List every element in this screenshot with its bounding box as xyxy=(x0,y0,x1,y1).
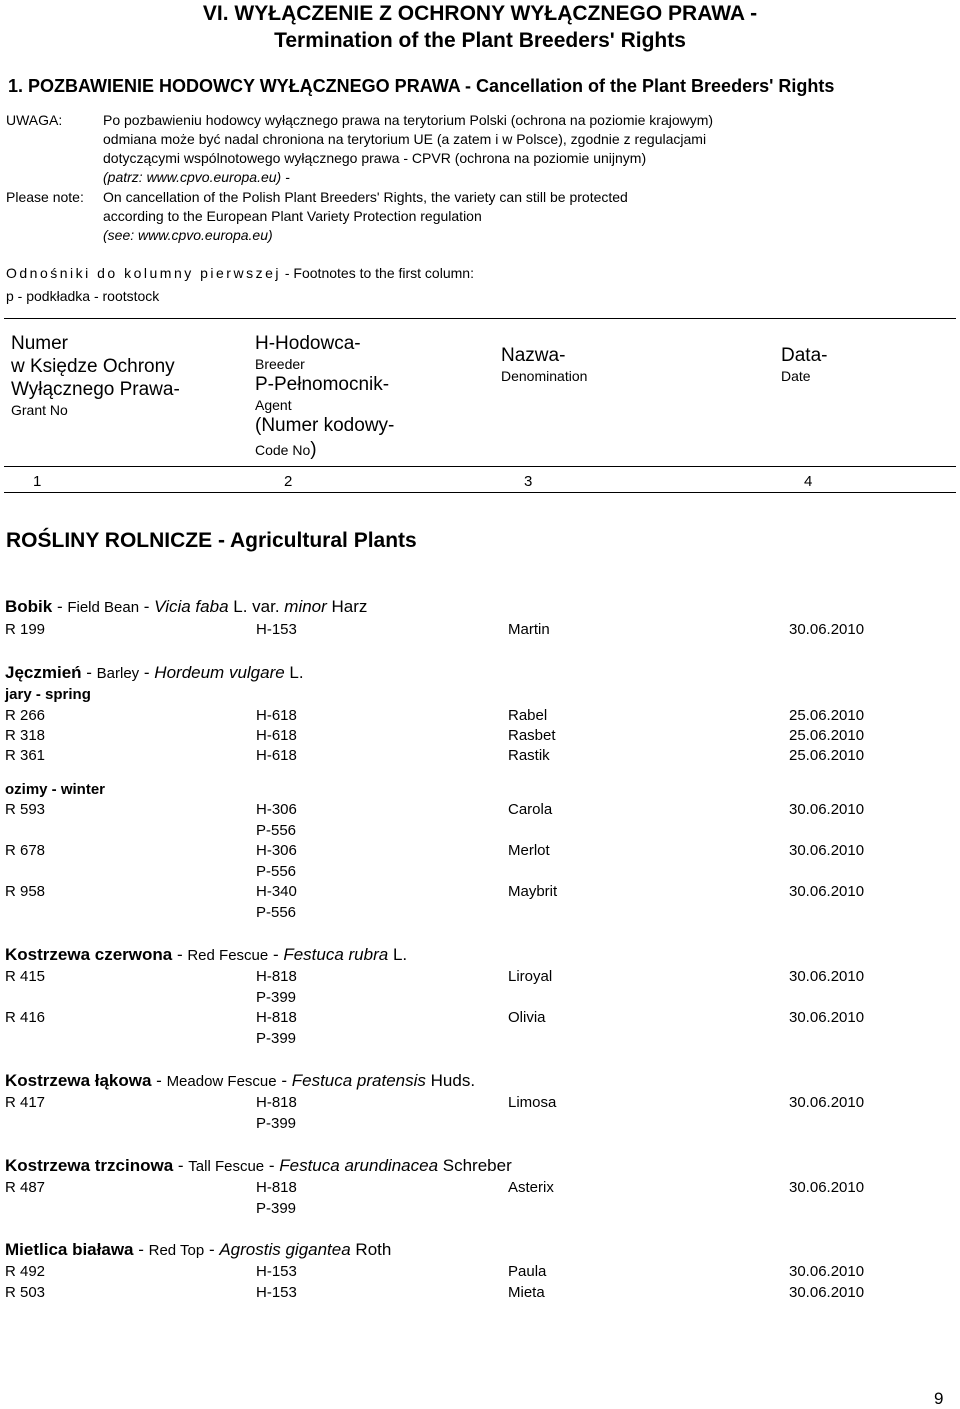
species-polish-name: Jęczmień xyxy=(5,663,82,682)
variety-name: Rabel xyxy=(508,707,548,724)
variety-name: Maybrit xyxy=(508,883,558,900)
species-latin-name: Festuca arundinacea xyxy=(279,1156,439,1175)
breeder-code: H-340 xyxy=(256,883,297,900)
date: 25.06.2010 xyxy=(789,727,865,744)
grant-number: R 318 xyxy=(5,727,46,744)
col2-close-paren: ) xyxy=(310,439,317,460)
section-heading: 1. POZBAWIENIE HODOWCY WYŁĄCZNEGO PRAWA - Cancellation of the Plant Breeders' Rights xyxy=(8,76,835,96)
breeder-code: H-153 xyxy=(256,1284,297,1301)
footnotes-rest: - Footnotes to the first column: xyxy=(280,265,474,281)
footnote-rootstock: p - podkładka - rootstock xyxy=(6,288,160,304)
page-number: 9 xyxy=(934,1389,944,1408)
breeder-code: H-618 xyxy=(256,707,297,724)
document-title-line1: VI. WYŁĄCZENIE Z OCHRONY WYŁĄCZNEGO PRAWA - xyxy=(202,2,758,25)
variety-name: Rastik xyxy=(508,747,550,764)
col2-line1: H-Hodowca- xyxy=(255,333,361,354)
uwaga-label: UWAGA: xyxy=(6,112,63,128)
grant-number: R 492 xyxy=(5,1263,46,1280)
column-2-header xyxy=(255,332,394,461)
species-latin-name: Festuca pratensis xyxy=(291,1071,426,1090)
breeder-code: H-818 xyxy=(256,1179,297,1196)
grant-number: R 266 xyxy=(5,707,46,724)
species-polish-name: Mietlica biaława xyxy=(5,1240,134,1259)
uwaga-line: dotyczącymi wspólnotowego wyłącznego prawa - CPVR (ochrona na poziomie unijnym) xyxy=(103,150,647,166)
col3-line1: Nazwa- xyxy=(501,345,566,366)
header-top-rule xyxy=(4,318,956,319)
species-english-name: Tall Fescue xyxy=(188,1158,265,1175)
species-heading: Mietlica biaława - Red Top - Agrostis gigantea Roth xyxy=(5,1240,392,1259)
group-label-spring: jary - spring xyxy=(5,686,91,703)
variety-name: Martin xyxy=(508,621,550,638)
variety-name: Carola xyxy=(508,801,553,818)
col2-sub1: Breeder xyxy=(255,356,305,372)
date: 25.06.2010 xyxy=(789,707,865,724)
breeder-code: H-306 xyxy=(256,842,297,859)
species-english-name: Field Bean xyxy=(67,599,140,616)
column-4-header xyxy=(781,344,827,384)
breeder-code: H-153 xyxy=(256,1263,297,1280)
species-heading: Kostrzewa trzcinowa - Tall Fescue - Festuca arundinacea Schreber xyxy=(5,1156,512,1175)
species-latin-name: Vicia faba xyxy=(154,597,229,616)
variety-name: Merlot xyxy=(508,842,550,859)
breeder-code: H-618 xyxy=(256,747,297,764)
column-1-header xyxy=(11,332,180,418)
breeder-code: H-153 xyxy=(256,621,297,638)
column-3-header xyxy=(501,344,587,384)
species-heading: Kostrzewa łąkowa - Meadow Fescue - Festuca pratensis Huds. xyxy=(5,1071,476,1090)
grant-number: R 593 xyxy=(5,801,46,818)
date: 30.06.2010 xyxy=(789,1263,865,1280)
grant-number: R 199 xyxy=(5,621,46,638)
agent-code: P-556 xyxy=(256,863,297,880)
variety-name: Rasbet xyxy=(508,727,556,744)
breeder-code: H-306 xyxy=(256,801,297,818)
col2-line3: (Numer kodowy- xyxy=(255,415,395,436)
grant-number: R 361 xyxy=(5,747,46,764)
agent-code: P-399 xyxy=(256,1030,297,1047)
grant-number: R 503 xyxy=(5,1284,46,1301)
species-english-name: Meadow Fescue xyxy=(166,1073,277,1090)
uwaga-line: Po pozbawieniu hodowcy wyłącznego prawa na terytorium Polski (ochrona na poziomie krajowym) xyxy=(103,112,714,128)
footnotes-prefix: Odnośniki do kolumny pierwszej xyxy=(6,265,281,281)
grant-number: R 415 xyxy=(5,968,46,985)
col2-line2: P-Pełnomocnik- xyxy=(255,374,390,395)
species-latin-name: Festuca rubra xyxy=(283,945,389,964)
col4-sub: Date xyxy=(781,368,811,384)
breeder-code: H-618 xyxy=(256,727,297,744)
please-line: (see: www.cpvo.europa.eu) xyxy=(103,227,273,243)
date: 30.06.2010 xyxy=(789,801,865,818)
species-english-name: Red Top xyxy=(148,1242,205,1259)
date: 30.06.2010 xyxy=(789,968,865,985)
species-heading: Bobik - Field Bean - Vicia faba L. var. minor Harz xyxy=(5,597,368,616)
variety-name: Limosa xyxy=(508,1094,557,1111)
species-english-name: Barley xyxy=(96,665,140,682)
please-line: On cancellation of the Polish Plant Breeders' Rights, the variety can still be protected xyxy=(103,189,628,205)
variety-name: Paula xyxy=(508,1263,547,1280)
species-heading: Jęczmień - Barley - Hordeum vulgare L. xyxy=(5,663,304,682)
header-mid-rule xyxy=(4,466,956,467)
col1-line2: w Księdze Ochrony xyxy=(11,356,175,377)
col2-sub3-wrap xyxy=(255,438,394,461)
plants-section-title: ROŚLINY ROLNICZE - Agricultural Plants xyxy=(6,529,417,552)
agent-code: P-556 xyxy=(256,822,297,839)
date: 30.06.2010 xyxy=(789,1284,865,1301)
column-number-3: 3 xyxy=(524,473,533,490)
species-english-name: Red Fescue xyxy=(187,947,269,964)
col4-line1: Data- xyxy=(781,345,828,366)
species-polish-name: Kostrzewa czerwona xyxy=(5,945,173,964)
date: 30.06.2010 xyxy=(789,1009,865,1026)
species-heading: Kostrzewa czerwona - Red Fescue - Festuca rubra L. xyxy=(5,945,408,964)
species-polish-name: Bobik xyxy=(5,597,53,616)
uwaga-line: odmiana może być nadal chroniona na terytorium UE (a zatem i w Polsce), zgodnie z regulacjami xyxy=(103,131,707,147)
column-number-4: 4 xyxy=(804,473,813,490)
breeder-code: H-818 xyxy=(256,1009,297,1026)
grant-number: R 417 xyxy=(5,1094,46,1111)
column-number-2: 2 xyxy=(284,473,293,490)
uwaga-line: (patrz: www.cpvo.europa.eu) - xyxy=(103,169,290,185)
date: 30.06.2010 xyxy=(789,883,865,900)
species-latin-name: Agrostis gigantea xyxy=(219,1240,351,1259)
variety-name: Asterix xyxy=(508,1179,554,1196)
please-note-label: Please note: xyxy=(6,189,84,205)
species-polish-name: Kostrzewa łąkowa xyxy=(5,1071,152,1090)
agent-code: P-399 xyxy=(256,1115,297,1132)
column-number-1: 1 xyxy=(33,473,42,490)
date: 30.06.2010 xyxy=(789,1094,865,1111)
grant-number: R 416 xyxy=(5,1009,46,1026)
document-title-line2: Termination of the Plant Breeders' Rights xyxy=(274,29,686,52)
please-note-text xyxy=(103,188,628,245)
col3-sub: Denomination xyxy=(501,368,588,384)
agent-code: P-399 xyxy=(256,1200,297,1217)
grant-number: R 958 xyxy=(5,883,46,900)
col2-sub2: Agent xyxy=(255,397,292,413)
col1-line3: Wyłącznego Prawa- xyxy=(11,379,180,400)
breeder-code: H-818 xyxy=(256,1094,297,1111)
agent-code: P-556 xyxy=(256,904,297,921)
header-bottom-rule xyxy=(4,492,956,493)
grant-number: R 678 xyxy=(5,842,46,859)
uwaga-text xyxy=(103,111,713,187)
date: 25.06.2010 xyxy=(789,747,865,764)
col2-sub3: Code No xyxy=(255,442,311,458)
col1-sub: Grant No xyxy=(11,402,68,418)
date: 30.06.2010 xyxy=(789,621,865,638)
variety-name: Olivia xyxy=(508,1009,546,1026)
agent-code: P-399 xyxy=(256,989,297,1006)
variety-name: Mieta xyxy=(508,1284,545,1301)
col1-line1: Numer xyxy=(11,333,69,354)
grant-number: R 487 xyxy=(5,1179,46,1196)
breeder-code: H-818 xyxy=(256,968,297,985)
species-polish-name: Kostrzewa trzcinowa xyxy=(5,1156,174,1175)
date: 30.06.2010 xyxy=(789,1179,865,1196)
footnotes-heading xyxy=(6,265,474,281)
species-latin-name: Hordeum vulgare xyxy=(154,663,285,682)
variety-name: Liroyal xyxy=(508,968,553,985)
group-label-winter: ozimy - winter xyxy=(5,781,106,798)
please-line: according to the European Plant Variety Protection regulation xyxy=(103,208,482,224)
date: 30.06.2010 xyxy=(789,842,865,859)
